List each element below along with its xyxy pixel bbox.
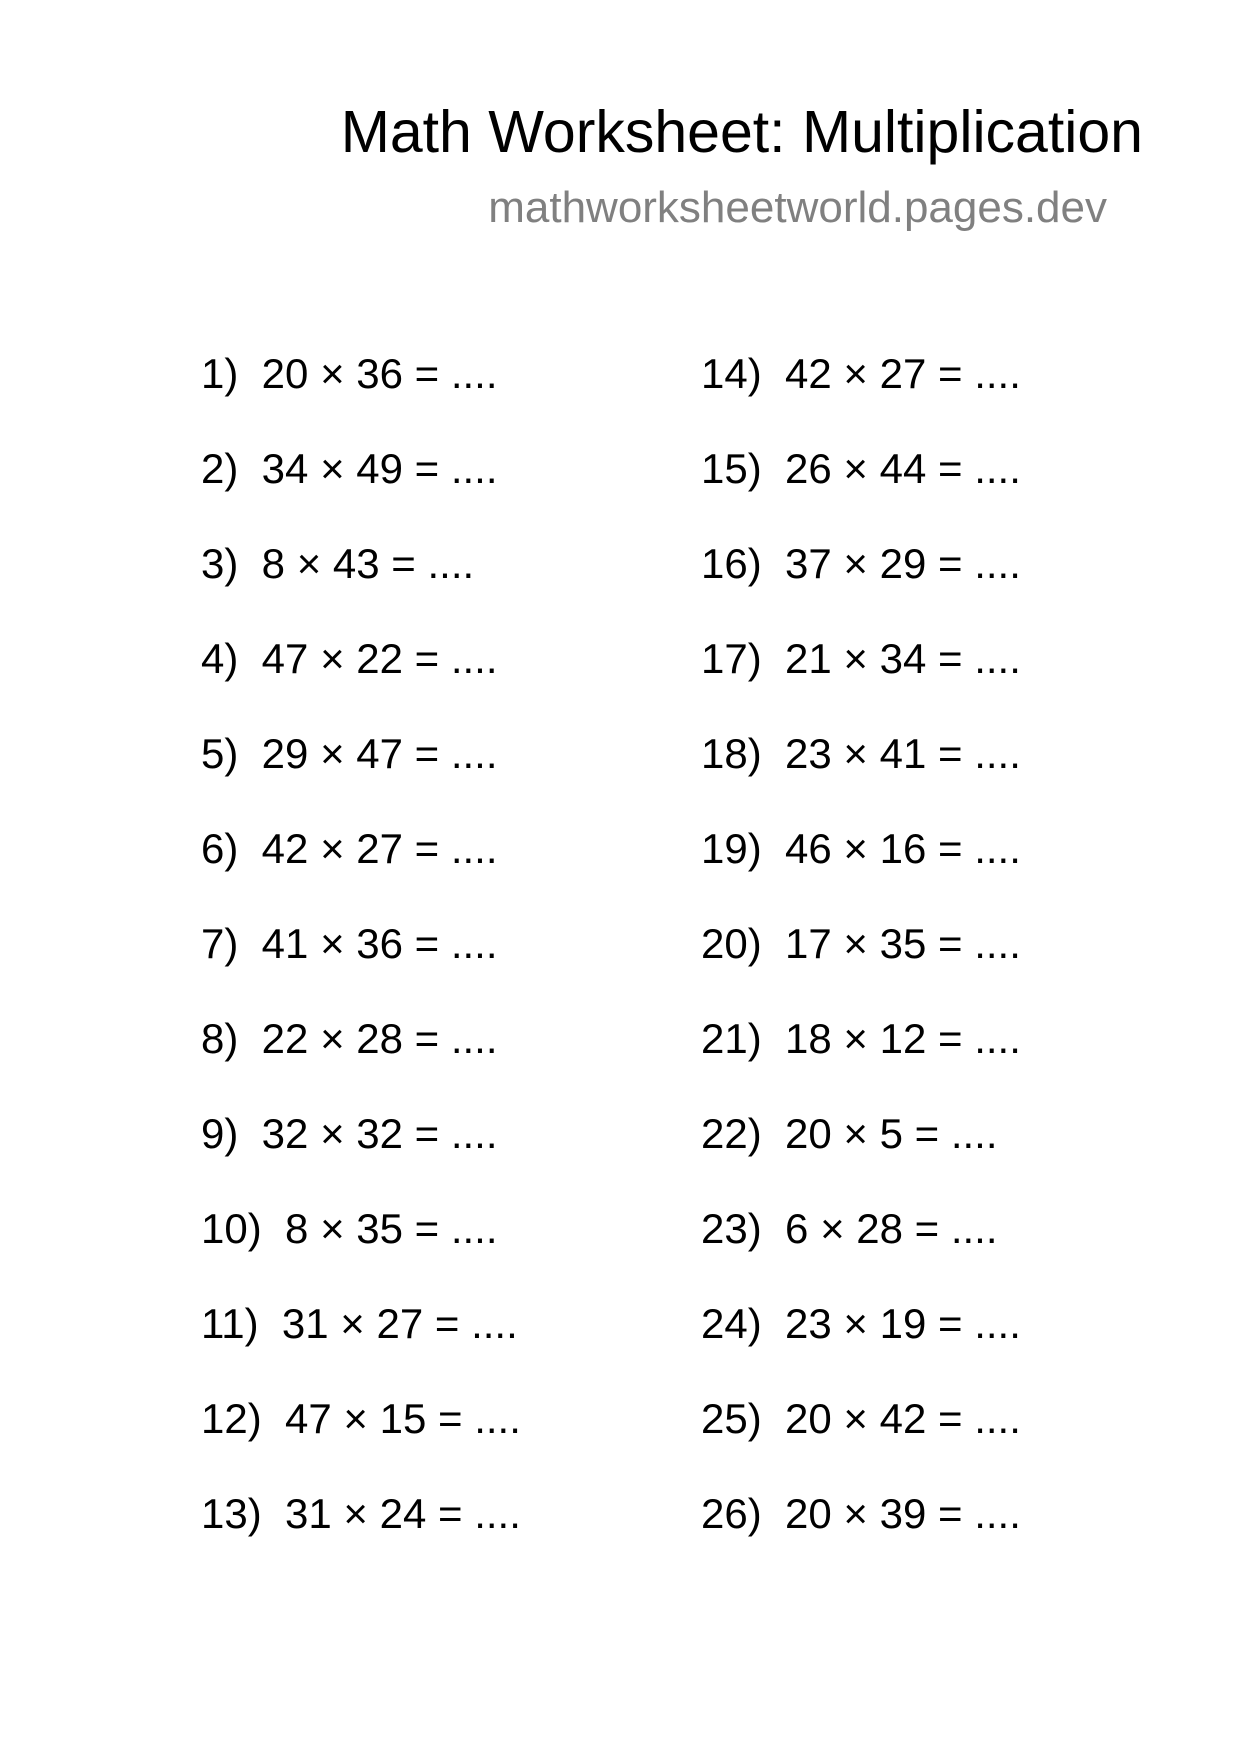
problem-1: 1) 20 × 36 = ....	[201, 350, 498, 397]
problem-20: 20) 17 × 35 = ....	[701, 920, 1021, 967]
problem-9: 9) 32 × 32 = ....	[201, 1110, 498, 1157]
problem-17: 17) 21 × 34 = ....	[701, 635, 1021, 682]
problem-column-right	[701, 348, 1021, 1583]
problem-16: 16) 37 × 29 = ....	[701, 540, 1021, 587]
problem-7: 7) 41 × 36 = ....	[201, 920, 498, 967]
problem-19: 19) 46 × 16 = ....	[701, 825, 1021, 872]
problem-12: 12) 47 × 15 = ....	[201, 1395, 521, 1442]
problem-8: 8) 22 × 28 = ....	[201, 1015, 498, 1062]
problem-25: 25) 20 × 42 = ....	[701, 1395, 1021, 1442]
page-title: Math Worksheet: Multiplication	[340, 99, 1143, 165]
problem-23: 23) 6 × 28 = ....	[701, 1205, 998, 1252]
problem-3: 3) 8 × 43 = ....	[201, 540, 475, 587]
problem-10: 10) 8 × 35 = ....	[201, 1205, 498, 1252]
problem-6: 6) 42 × 27 = ....	[201, 825, 498, 872]
problem-13: 13) 31 × 24 = ....	[201, 1490, 521, 1537]
problem-4: 4) 47 × 22 = ....	[201, 635, 498, 682]
problem-24: 24) 23 × 19 = ....	[701, 1300, 1021, 1347]
problem-15: 15) 26 × 44 = ....	[701, 445, 1021, 492]
problem-14: 14) 42 × 27 = ....	[701, 350, 1021, 397]
problem-5: 5) 29 × 47 = ....	[201, 730, 498, 777]
problem-26: 26) 20 × 39 = ....	[701, 1490, 1021, 1537]
problem-column-left	[201, 348, 521, 1583]
problem-2: 2) 34 × 49 = ....	[201, 445, 498, 492]
problem-11: 11) 31 × 27 = ....	[201, 1300, 518, 1347]
problem-22: 22) 20 × 5 = ....	[701, 1110, 998, 1157]
problem-18: 18) 23 × 41 = ....	[701, 730, 1021, 777]
website-url: mathworksheetworld.pages.dev	[488, 183, 1107, 232]
problem-21: 21) 18 × 12 = ....	[701, 1015, 1021, 1062]
